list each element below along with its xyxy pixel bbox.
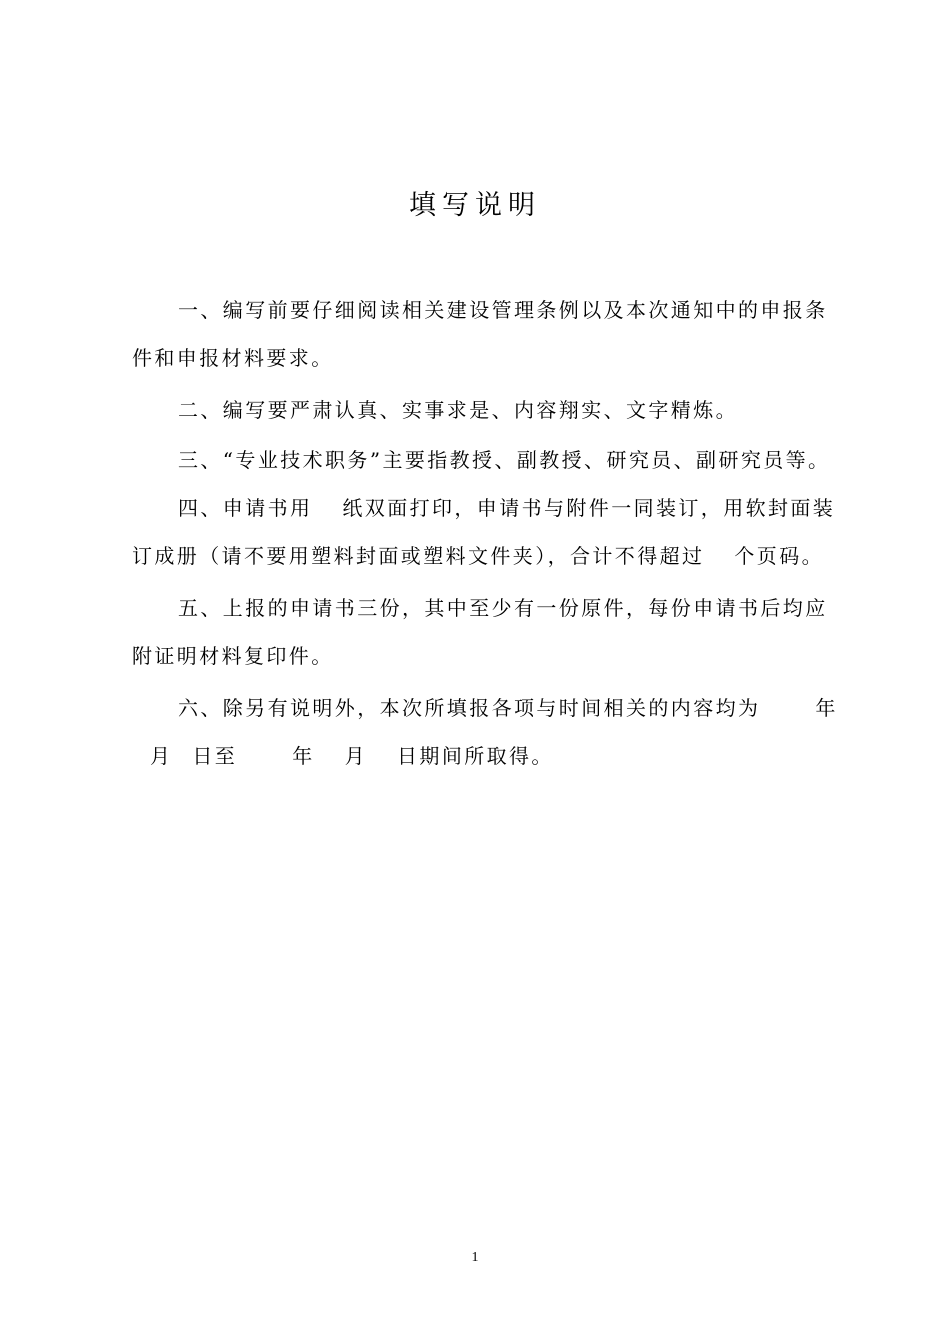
item-6-year-2: 年 <box>292 744 315 768</box>
item-4-text-a: 四、申请书用 <box>178 496 313 520</box>
item-6-line-1 <box>132 684 838 732</box>
item-3-line-1: 三、“专业技术职务”主要指教授、副教授、研究员、副研究员等。 <box>178 448 831 472</box>
item-4-line-1 <box>132 484 836 532</box>
instruction-item-6 <box>132 684 838 780</box>
item-6-month-2: 月 <box>344 744 368 768</box>
page-number: 1 <box>471 1250 479 1265</box>
item-1-line-2: 件和申报材料要求。 <box>132 346 334 370</box>
item-5-line-1: 五、上报的申请书三份，其中至少有一份原件，每份申请书后均应 <box>178 596 828 620</box>
item-4-text-c: 订成册（请不要用塑料封面或塑料文件夹），合计不得超过 <box>132 544 705 568</box>
item-6-month-1: 月 <box>150 744 173 768</box>
item-6-text-end: 日期间所取得。 <box>397 744 554 768</box>
item-4-text-b: 纸双面打印，申请书与附件一同装订，用软封面装 <box>342 496 836 520</box>
item-6-line-2 <box>132 732 832 780</box>
item-1-line-1: 一、编写前要仔细阅读相关建设管理条例以及本次通知中的申报条 <box>178 298 828 322</box>
instruction-item-3 <box>132 436 832 484</box>
instruction-item-1 <box>132 286 832 382</box>
instruction-item-5 <box>132 584 832 680</box>
instruction-item-2 <box>132 386 832 434</box>
item-2-line-1: 二、编写要严肃认真、实事求是、内容翔实、文字精炼。 <box>178 398 738 422</box>
item-4-line-2 <box>132 532 832 580</box>
document-title: 填写说明 <box>409 190 541 221</box>
item-4-text-d: 个页码。 <box>734 544 825 568</box>
instruction-item-4 <box>132 484 836 580</box>
item-6-text-a: 六、除另有说明外，本次所填报各项与时间相关的内容均为 <box>178 696 761 720</box>
item-6-year-1: 年 <box>815 696 838 720</box>
item-5-line-2: 附证明材料复印件。 <box>132 644 334 668</box>
item-6-day-1: 日至 <box>192 744 238 768</box>
